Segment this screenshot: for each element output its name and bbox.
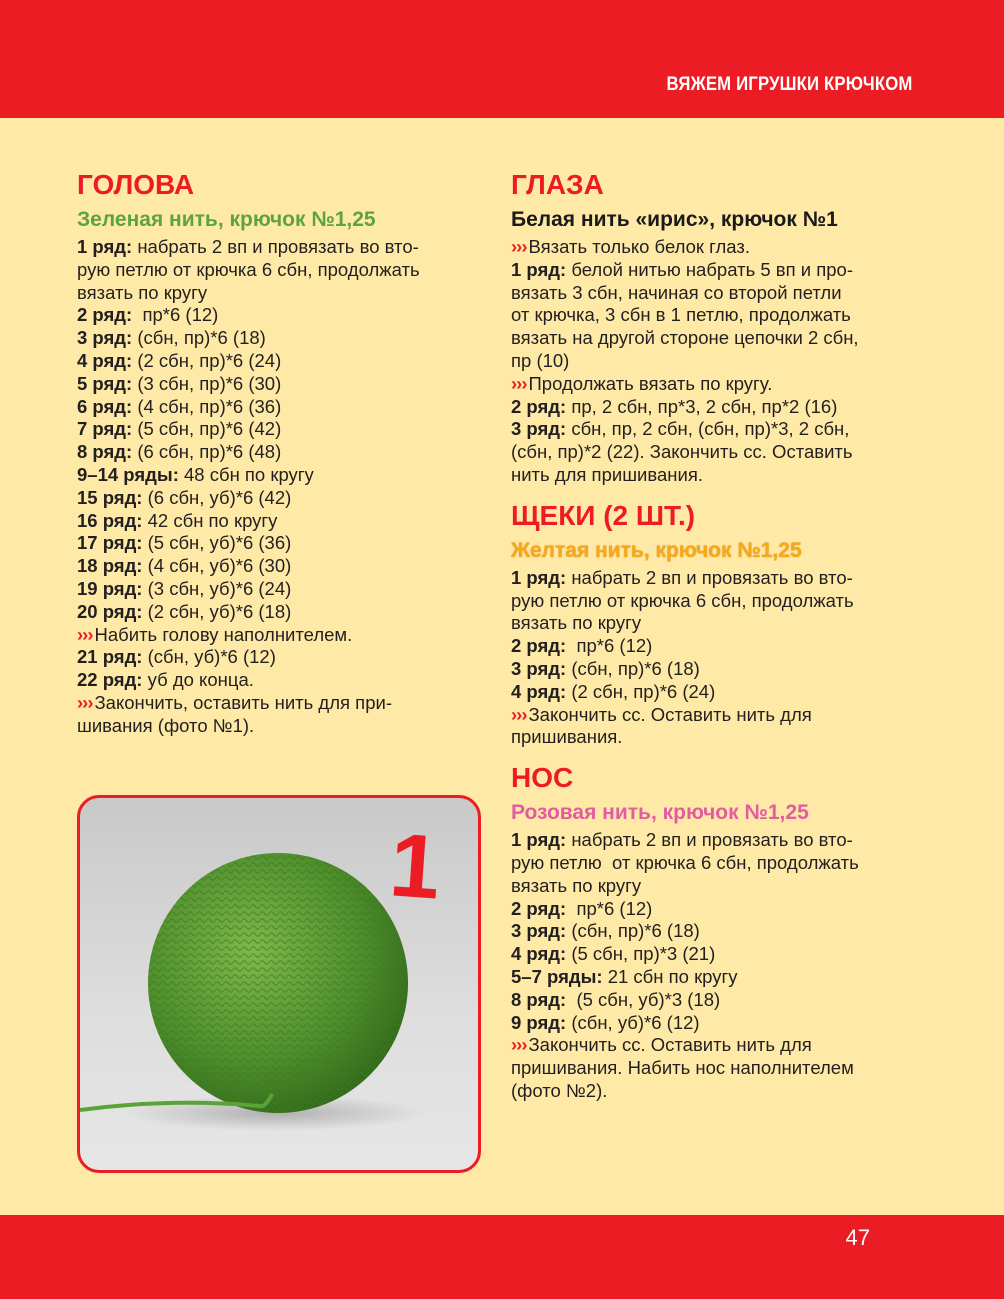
instruction-line (511, 236, 911, 259)
row-text: пр (10) (511, 349, 570, 371)
row-label: 1 ряд: (511, 258, 567, 280)
photo-1 (77, 795, 481, 1173)
row-label: 20 ряд: (77, 600, 143, 622)
head-title: ГОЛОВА (77, 169, 195, 200)
row-text: рую петлю от крючка 6 сбн, продолжать (511, 851, 859, 873)
row-text: (6 сбн, пр)*6 (48) (132, 441, 282, 463)
row-text: (фото №2). (511, 1079, 608, 1101)
row-label: 15 ряд: (77, 486, 143, 508)
cheeks-title: ЩЕКИ (2 ШТ.) (511, 499, 696, 531)
row-label: 2 ряд: (511, 395, 567, 417)
cheeks-yarn: Желтая нить, крючок №1,25 (511, 538, 802, 562)
row-label: 8 ряд: (511, 988, 567, 1010)
row-text: уб до конца. (142, 669, 254, 691)
instruction-line (77, 282, 477, 305)
arrow-marker-icon: ››› (77, 691, 93, 713)
row-text: пришивания. Набить нос наполнителем (511, 1057, 854, 1079)
eyes-instructions (511, 236, 911, 487)
row-label: 6 ряд: (77, 395, 133, 417)
row-text: набрать 2 вп и провязать во вто- (566, 829, 853, 851)
row-text: Набить голову наполнителем. (94, 623, 353, 645)
row-text: (сбн, уб)*6 (12) (566, 1011, 700, 1033)
head-section (77, 168, 477, 738)
photo-number: 1 (386, 815, 444, 919)
row-label: 3 ряд: (511, 418, 567, 440)
row-text: 48 сбн по кругу (178, 463, 314, 485)
instruction-line (511, 612, 911, 635)
instruction-line (77, 692, 477, 715)
row-text: (сбн, пр)*6 (18) (132, 327, 266, 349)
arrow-marker-icon: ››› (511, 1034, 527, 1056)
row-label: 3 ряд: (511, 920, 567, 942)
row-text: рую петлю от крючка 6 сбн, продолжать (511, 589, 854, 611)
row-text: шивания (фото №1). (77, 714, 255, 736)
instruction-line (511, 282, 911, 305)
row-text: (2 сбн, пр)*6 (24) (132, 349, 282, 371)
instruction-line (77, 464, 477, 487)
row-label: 1 ряд: (511, 829, 567, 851)
row-text: вязать на другой стороне цепочки 2 сбн, (511, 327, 859, 349)
instruction-line (511, 704, 911, 727)
arrow-marker-icon: ››› (511, 372, 527, 394)
row-text: (5 сбн, уб)*6 (36) (142, 532, 292, 554)
row-text: пр, 2 сбн, пр*3, 2 сбн, пр*2 (16) (566, 395, 838, 417)
section-title: ВЯЖЕМ ИГРУШКИ КРЮЧКОМ (667, 74, 913, 95)
instruction-line (77, 555, 477, 578)
row-label: 2 ряд: (511, 897, 567, 919)
instruction-line (511, 966, 911, 989)
row-text: вязать 3 сбн, начиная со второй петли (511, 281, 842, 303)
instruction-line (77, 624, 477, 647)
instruction-line (77, 601, 477, 624)
row-text: вязать по кругу (77, 281, 208, 303)
head-yarn: Зеленая нить, крючок №1,25 (77, 208, 376, 231)
row-text: (4 сбн, пр)*6 (36) (132, 395, 282, 417)
instruction-line (511, 875, 911, 898)
instruction-line (511, 1080, 911, 1103)
instruction-line (77, 646, 477, 669)
arrow-marker-icon: ››› (77, 623, 93, 645)
instruction-line (511, 726, 911, 749)
instruction-line (511, 441, 911, 464)
instruction-line (77, 350, 477, 373)
row-text: (5 сбн, уб)*3 (18) (566, 988, 721, 1010)
instruction-line (77, 532, 477, 555)
row-label: 9 ряд: (511, 1011, 567, 1033)
row-text: 21 сбн по кругу (602, 965, 738, 987)
row-label: 19 ряд: (77, 577, 143, 599)
row-label: 21 ряд: (77, 646, 143, 668)
row-label: 5 ряд: (77, 372, 133, 394)
row-label: 4 ряд: (511, 943, 567, 965)
row-label: 17 ряд: (77, 532, 143, 554)
row-text: от крючка, 3 сбн в 1 петлю, продолжать (511, 304, 851, 326)
row-text: Закончить сс. Оставить нить для (528, 703, 812, 725)
row-label: 1 ряд: (511, 566, 567, 588)
arrow-marker-icon: ››› (511, 236, 527, 257)
nose-title: НОС (511, 762, 574, 794)
head-instructions (77, 236, 477, 738)
instruction-line (511, 1057, 911, 1080)
instruction-line (511, 590, 911, 613)
instruction-line (77, 259, 477, 282)
row-text: вязать по кругу (511, 874, 642, 896)
cheeks-section (511, 499, 911, 749)
instruction-line (511, 350, 911, 373)
instruction-line (511, 920, 911, 943)
instruction-line (511, 681, 911, 704)
row-text: пр*6 (12) (566, 897, 653, 919)
row-label: 4 ряд: (77, 349, 133, 371)
nose-section (511, 761, 911, 1103)
instruction-line (511, 396, 911, 419)
row-label: 3 ряд: (511, 657, 567, 679)
instruction-line (511, 373, 911, 396)
row-label: 2 ряд: (511, 635, 567, 657)
row-text: сбн, пр, 2 сбн, (сбн, пр)*3, 2 сбн, (566, 418, 850, 440)
instruction-line (77, 715, 477, 738)
row-label: 18 ряд: (77, 555, 143, 577)
row-text: 42 сбн по кругу (142, 509, 278, 531)
right-column (511, 168, 911, 1103)
row-text: рую петлю от крючка 6 сбн, продолжать (77, 258, 420, 280)
instruction-line (77, 396, 477, 419)
instruction-line (511, 852, 911, 875)
row-text: (2 сбн, уб)*6 (18) (142, 600, 292, 622)
instruction-line (511, 304, 911, 327)
row-label: 1 ряд: (77, 236, 133, 257)
eyes-yarn: Белая нить «ирис», крючок №1 (511, 208, 838, 231)
instruction-line (511, 1012, 911, 1035)
row-label: 4 ряд: (511, 680, 567, 702)
instruction-line (77, 441, 477, 464)
instruction-line (511, 658, 911, 681)
eyes-section (511, 168, 911, 487)
instruction-line (77, 669, 477, 692)
instruction-line (511, 989, 911, 1012)
eyes-title: ГЛАЗА (511, 169, 604, 200)
row-text: (сбн, уб)*6 (12) (142, 646, 276, 668)
row-text: Закончить сс. Оставить нить для (528, 1034, 812, 1056)
instruction-line (511, 635, 911, 658)
instruction-line (511, 259, 911, 282)
row-label: 2 ряд: (77, 304, 133, 326)
row-label: 9–14 ряды: (77, 463, 179, 485)
instruction-line (77, 327, 477, 350)
row-text: нить для пришивания. (511, 463, 703, 485)
instruction-line (511, 943, 911, 966)
instruction-line (511, 829, 911, 852)
instruction-line (77, 373, 477, 396)
row-text: (5 сбн, пр)*3 (21) (566, 943, 716, 965)
arrow-marker-icon: ››› (511, 703, 527, 725)
row-text: Продолжать вязать по кругу. (528, 372, 773, 394)
row-text: (6 сбн, уб)*6 (42) (142, 486, 292, 508)
row-text: пришивания. (511, 726, 623, 748)
row-text: пр*6 (12) (132, 304, 219, 326)
instruction-line (77, 578, 477, 601)
nose-yarn: Розовая нить, крючок №1,25 (511, 801, 809, 825)
instruction-line (511, 418, 911, 441)
row-text: набрать 2 вп и провязать во вто- (566, 566, 853, 588)
row-text: (сбн, пр)*2 (22). Закончить сс. Оставить (511, 441, 853, 463)
row-text: белой нитью набрать 5 вп и про- (566, 258, 854, 280)
cheeks-instructions (511, 567, 911, 749)
instruction-line (77, 304, 477, 327)
row-label: 5–7 ряды: (511, 965, 603, 987)
row-label: 22 ряд: (77, 669, 143, 691)
row-text: пр*6 (12) (566, 635, 653, 657)
row-text: Вязать только белок глаз. (528, 236, 750, 257)
row-text: (сбн, пр)*6 (18) (566, 920, 700, 942)
instruction-line (511, 1034, 911, 1057)
row-label: 8 ряд: (77, 441, 133, 463)
instruction-line (511, 567, 911, 590)
row-text: вязать по кругу (511, 612, 642, 634)
row-text: (2 сбн, пр)*6 (24) (566, 680, 716, 702)
instruction-line (511, 327, 911, 350)
instruction-line (511, 464, 911, 487)
instruction-line (77, 487, 477, 510)
nose-instructions (511, 829, 911, 1103)
row-text: (5 сбн, пр)*6 (42) (132, 418, 282, 440)
row-text: (3 сбн, уб)*6 (24) (142, 577, 292, 599)
instruction-line (77, 236, 477, 259)
row-text: (4 сбн, уб)*6 (30) (142, 555, 292, 577)
row-label: 7 ряд: (77, 418, 133, 440)
header-bar (0, 0, 1004, 118)
row-text: набрать 2 вп и провязать во вто- (132, 236, 419, 257)
row-text: (3 сбн, пр)*6 (30) (132, 372, 282, 394)
row-text: Закончить, оставить нить для при- (94, 691, 392, 713)
row-label: 3 ряд: (77, 327, 133, 349)
instruction-line (77, 510, 477, 533)
row-label: 16 ряд: (77, 509, 143, 531)
page-number: 47 (845, 1225, 870, 1250)
instruction-line (77, 418, 477, 441)
row-text: (сбн, пр)*6 (18) (566, 657, 700, 679)
instruction-line (511, 898, 911, 921)
